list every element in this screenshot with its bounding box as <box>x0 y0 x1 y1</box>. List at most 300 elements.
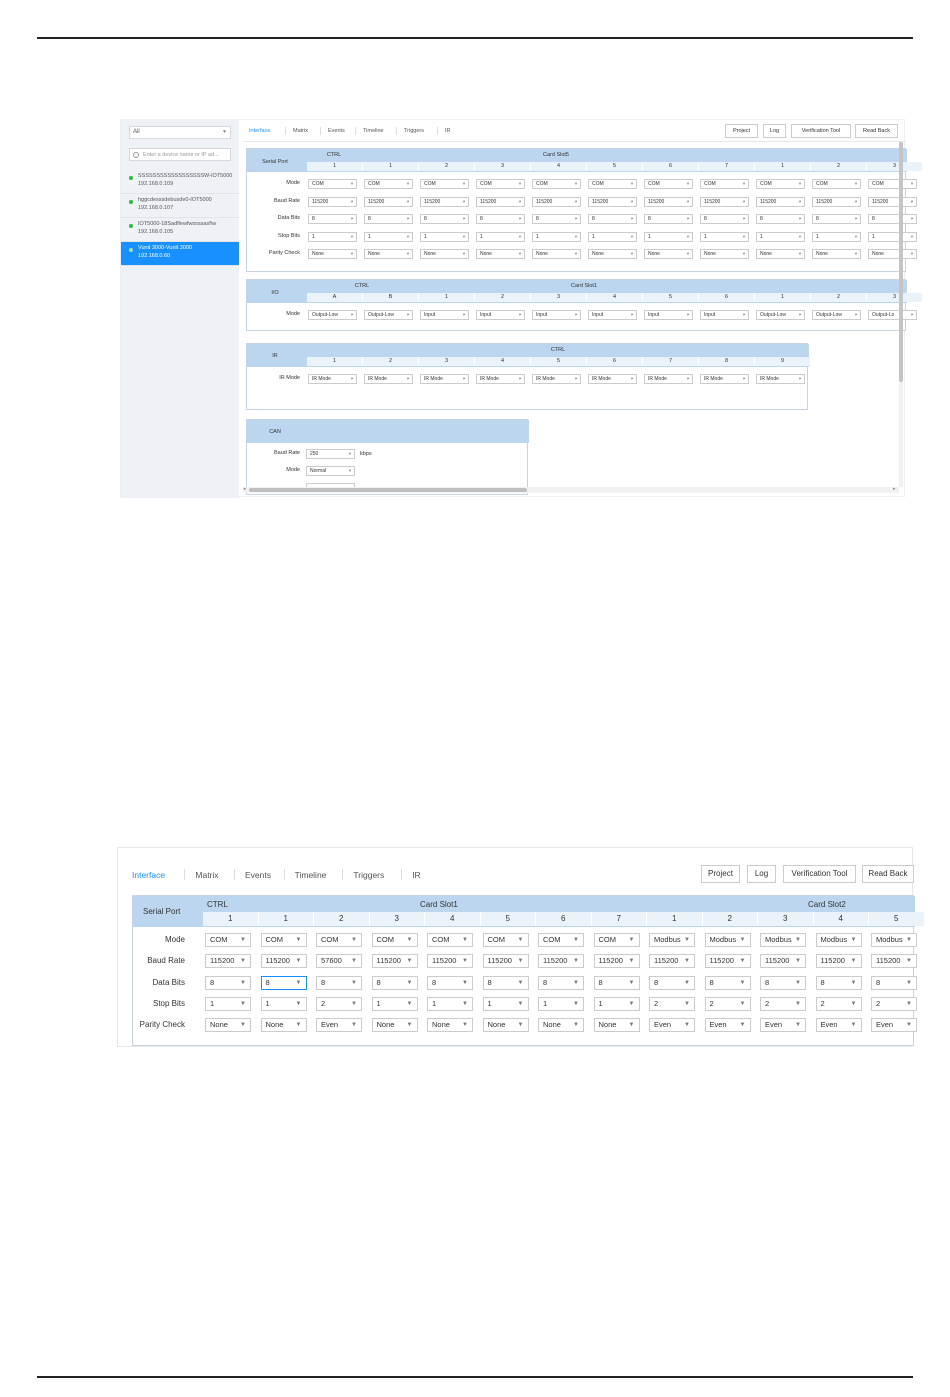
selector-value: IR Mode <box>592 376 611 382</box>
verification-tool-button[interactable]: Verification Tool <box>783 865 856 883</box>
ir-mode-select[interactable] <box>700 374 749 384</box>
chevron-down-icon: ▼ <box>906 979 912 986</box>
ir-mode-select[interactable] <box>476 374 525 384</box>
selector-value: 1 <box>480 233 483 240</box>
vertical-scroll-thumb[interactable] <box>899 142 903 382</box>
mode-select[interactable] <box>364 179 413 189</box>
selector-value: IR Mode <box>480 376 499 382</box>
chevron-down-icon: ▼ <box>462 979 468 986</box>
chevron-down-icon: ▼ <box>630 216 634 221</box>
io-mode-select[interactable] <box>868 310 917 320</box>
device-filter-dropdown[interactable] <box>129 126 231 139</box>
data-bits-select[interactable] <box>871 976 917 990</box>
io-mode-select[interactable] <box>476 310 525 320</box>
chevron-down-icon: ▼ <box>630 251 634 256</box>
port-column-header: 2 <box>419 162 475 171</box>
selector-value: 8 <box>760 216 763 222</box>
selector-value: 1 <box>592 233 595 240</box>
mode-select[interactable] <box>476 179 525 189</box>
chevron-down-icon: ▼ <box>742 376 746 381</box>
selector-value: Modbus <box>654 935 681 944</box>
ctrl-group-label: CTRL <box>207 900 228 909</box>
io-panel <box>246 279 914 331</box>
selector-value: IR Mode <box>760 376 779 382</box>
chevron-down-icon: ▼ <box>906 1000 912 1007</box>
parity-check-select[interactable] <box>812 249 861 259</box>
ctrl-group-label: CTRL <box>326 152 342 158</box>
parity-check-select[interactable] <box>316 1018 362 1032</box>
row-label-mode: Mode <box>286 180 300 186</box>
selector-value: 115200 <box>210 956 235 966</box>
selector-value: COM <box>265 935 283 944</box>
data-bits-select[interactable] <box>644 214 693 224</box>
mode-select[interactable] <box>816 933 862 947</box>
port-column-header: 1 <box>755 162 811 171</box>
selector-value: None <box>543 1020 561 1030</box>
chevron-down-icon: ▼ <box>910 251 914 256</box>
baud-rate-select[interactable] <box>756 197 805 207</box>
baud-rate-select[interactable] <box>476 197 525 207</box>
stop-bits-select[interactable] <box>372 997 418 1011</box>
chevron-down-icon: ▼ <box>742 233 746 239</box>
parity-check-select[interactable] <box>205 1018 251 1032</box>
ir-mode-select[interactable] <box>756 374 805 384</box>
chevron-down-icon: ▼ <box>351 979 357 986</box>
baud-rate-select[interactable] <box>644 197 693 207</box>
chevron-down-icon: ▼ <box>742 198 746 204</box>
selector-value: 1 <box>816 233 819 240</box>
ir-mode-select[interactable] <box>364 374 413 384</box>
baud-rate-select[interactable] <box>420 197 469 207</box>
selector-value: Input <box>592 312 604 318</box>
io-column-header: 3 <box>531 293 587 302</box>
tab-timeline[interactable]: Timeline <box>363 128 384 134</box>
ir-mode-select[interactable] <box>308 374 357 384</box>
mode-select[interactable] <box>871 933 917 947</box>
selector-value: 8 <box>654 977 659 987</box>
selector-value: Output-Low <box>816 312 842 318</box>
stop-bits-select[interactable] <box>532 232 581 242</box>
chevron-down-icon: ▼ <box>406 233 410 239</box>
baud-rate-select[interactable] <box>760 954 806 968</box>
read-back-button[interactable]: Read Back <box>855 124 898 138</box>
data-bits-select[interactable] <box>588 214 637 224</box>
data-bits-select[interactable] <box>205 976 251 990</box>
read-back-button[interactable]: Read Back <box>862 865 914 883</box>
selector-value: 1 <box>312 233 315 240</box>
row-label-data-bits: Data Bits <box>277 215 300 221</box>
parity-check-select[interactable] <box>756 249 805 259</box>
io-mode-select[interactable] <box>812 310 861 320</box>
selector-value: 1 <box>648 233 651 240</box>
ir-mode-select[interactable] <box>532 374 581 384</box>
project-button[interactable]: Project <box>701 865 740 883</box>
chevron-down-icon: ▼ <box>574 198 578 204</box>
mode-select[interactable] <box>760 933 806 947</box>
tab-events[interactable]: Events <box>328 128 345 134</box>
tab-matrix[interactable]: Matrix <box>195 870 219 880</box>
io-mode-select[interactable] <box>700 310 749 320</box>
selector-value: 2 <box>709 998 714 1008</box>
selector-value: COM <box>312 181 324 187</box>
ir-mode-select[interactable] <box>420 374 469 384</box>
mode-select[interactable] <box>372 933 418 947</box>
baud-rate-select[interactable] <box>308 197 357 207</box>
tab-separator <box>437 127 438 135</box>
selector-value: 115200 <box>432 956 457 966</box>
chevron-down-icon: ▼ <box>462 251 466 256</box>
baud-rate-select[interactable] <box>871 954 917 968</box>
stop-bits-select[interactable] <box>588 232 637 242</box>
io-mode-select[interactable] <box>420 310 469 320</box>
device-ip: 192.168.0.105 <box>138 228 174 235</box>
baud-rate-select[interactable] <box>649 954 695 968</box>
parity-check-select[interactable] <box>588 249 637 259</box>
mode-select[interactable] <box>420 179 469 189</box>
selector-value: Input <box>424 312 436 318</box>
parity-check-select[interactable] <box>705 1018 751 1032</box>
stop-bits-select[interactable] <box>705 997 751 1011</box>
device-name: SSSSSSSSSSSSSSSSSSW-IOT5000 <box>138 173 233 179</box>
stop-bits-select[interactable] <box>261 997 307 1011</box>
chevron-down-icon: ▼ <box>739 958 746 965</box>
data-bits-select[interactable] <box>868 214 917 224</box>
baud-rate-select[interactable] <box>705 954 751 968</box>
selector-value: IR Mode <box>312 376 331 382</box>
ir-column-header: 5 <box>531 357 587 366</box>
selector-value: None <box>816 251 828 257</box>
chevron-down-icon: ▼ <box>350 376 354 381</box>
chevron-down-icon: ▼ <box>462 233 466 239</box>
project-button[interactable]: Project <box>725 124 758 138</box>
stop-bits-select[interactable] <box>649 997 695 1011</box>
chevron-down-icon: ▼ <box>742 312 746 317</box>
can-panel <box>246 419 528 495</box>
data-bits-select[interactable] <box>372 976 418 990</box>
chevron-down-icon: ▼ <box>684 958 690 965</box>
stop-bits-select[interactable] <box>871 997 917 1011</box>
selector-value: 8 <box>648 216 651 222</box>
baud-rate-select[interactable] <box>372 954 418 968</box>
chevron-down-icon: ▼ <box>686 181 690 186</box>
device-list-item[interactable] <box>121 194 239 218</box>
chevron-down-icon: ▼ <box>739 1022 746 1029</box>
parity-check-select[interactable] <box>364 249 413 259</box>
baud-rate-select[interactable] <box>816 954 862 968</box>
mode-select[interactable] <box>649 933 695 947</box>
baud-rate-select[interactable] <box>261 954 307 968</box>
baud-rate-select[interactable] <box>588 197 637 207</box>
data-bits-select[interactable] <box>420 214 469 224</box>
selector-value: Output-Low <box>312 312 338 318</box>
baud-rate-select[interactable] <box>812 197 861 207</box>
baud-rate-select[interactable] <box>483 954 529 968</box>
parity-check-select[interactable] <box>649 1018 695 1032</box>
parity-check-select[interactable] <box>700 249 749 259</box>
stop-bits-select[interactable] <box>427 997 473 1011</box>
device-list-item[interactable] <box>121 242 239 266</box>
parity-check-select[interactable] <box>816 1018 862 1032</box>
selector-value: None <box>480 251 492 257</box>
data-bits-select[interactable] <box>364 214 413 224</box>
stop-bits-select[interactable] <box>538 997 584 1011</box>
baud-rate-select[interactable] <box>205 954 251 968</box>
data-bits-select[interactable] <box>427 976 473 990</box>
data-bits-select[interactable] <box>760 976 806 990</box>
port-column-header: 6 <box>536 912 592 926</box>
port-column-header: 1 <box>363 162 419 171</box>
horizontal-scroll-thumb[interactable] <box>249 488 527 492</box>
chevron-down-icon: ▼ <box>518 198 522 204</box>
stop-bits-select[interactable] <box>644 232 693 242</box>
baud-rate-select[interactable] <box>594 954 640 968</box>
baud-rate-select[interactable] <box>538 954 584 968</box>
chevron-down-icon: ▼ <box>798 181 802 186</box>
data-bits-select[interactable] <box>756 214 805 224</box>
tab-triggers[interactable]: Triggers <box>353 870 385 880</box>
selector-value: 115200 <box>376 956 401 966</box>
device-sidebar <box>121 120 239 498</box>
selector-value: 115200 <box>876 956 901 966</box>
serial-port-panel <box>246 148 914 272</box>
tab-triggers[interactable]: Triggers <box>404 128 424 134</box>
mode-select[interactable] <box>538 933 584 947</box>
chevron-down-icon: ▼ <box>240 1000 246 1007</box>
selector-value: COM <box>648 181 660 187</box>
parity-check-select[interactable] <box>594 1018 640 1032</box>
data-bits-select[interactable] <box>261 976 307 990</box>
parity-check-select[interactable] <box>644 249 693 259</box>
selector-value: Modbus <box>709 935 737 944</box>
chevron-down-icon: ▼ <box>462 937 468 943</box>
mode-select[interactable] <box>594 933 640 947</box>
mode-select[interactable] <box>700 179 749 189</box>
selector-value: 8 <box>765 977 770 987</box>
device-search-input[interactable] <box>129 148 231 161</box>
parity-check-select[interactable] <box>871 1018 917 1032</box>
selector-value: None <box>210 1020 228 1030</box>
log-button[interactable]: Log <box>763 124 786 138</box>
stop-bits-select[interactable] <box>420 232 469 242</box>
row-label-baud-rate: Baud Rate <box>274 197 300 204</box>
data-bits-select[interactable] <box>649 976 695 990</box>
ir-mode-select[interactable] <box>588 374 637 384</box>
mode-select[interactable] <box>532 179 581 189</box>
data-bits-select[interactable] <box>538 976 584 990</box>
io-mode-select[interactable] <box>532 310 581 320</box>
parity-check-select[interactable] <box>868 249 917 259</box>
device-list-item[interactable] <box>121 218 239 242</box>
mode-select[interactable] <box>812 179 861 189</box>
baud-rate-select[interactable] <box>364 197 413 207</box>
data-bits-select[interactable] <box>816 976 862 990</box>
mode-select[interactable] <box>644 179 693 189</box>
tab-interface[interactable]: Interface <box>249 128 271 134</box>
scroll-left-icon[interactable]: ◂ <box>243 486 246 492</box>
tab-separator <box>184 869 185 880</box>
ctrl-group-label: CTRL <box>550 347 566 353</box>
selector-value: 8 <box>432 977 437 987</box>
baud-rate-select[interactable] <box>868 197 917 207</box>
ir-title: IR <box>272 353 278 359</box>
tab-timeline[interactable]: Timeline <box>294 870 327 880</box>
chevron-down-icon: ▼ <box>295 979 302 986</box>
io-mode-select[interactable] <box>756 310 805 320</box>
selector-value: Input <box>480 312 492 318</box>
selector-value: None <box>598 1020 617 1030</box>
selector-value: 8 <box>704 216 707 222</box>
port-column-header: 2 <box>703 912 759 926</box>
stop-bits-select[interactable] <box>205 997 251 1011</box>
mode-select[interactable] <box>205 933 251 947</box>
data-bits-select[interactable] <box>705 976 751 990</box>
parity-check-select[interactable] <box>261 1018 307 1032</box>
log-button[interactable]: Log <box>747 865 776 883</box>
selector-value: 115200 <box>760 198 777 205</box>
parity-check-select[interactable] <box>483 1018 529 1032</box>
ir-column-header: 4 <box>475 357 531 366</box>
selector-value: 1 <box>424 233 427 240</box>
chevron-down-icon: ▼ <box>406 198 410 204</box>
parity-check-select[interactable] <box>532 249 581 259</box>
stop-bits-select[interactable] <box>316 997 362 1011</box>
parity-check-select[interactable] <box>308 249 357 259</box>
stop-bits-select[interactable] <box>816 997 862 1011</box>
io-header <box>247 280 907 303</box>
interface-main <box>243 120 914 498</box>
tab-matrix[interactable]: Matrix <box>293 128 308 134</box>
data-bits-select[interactable] <box>594 976 640 990</box>
row-label-mode: Mode <box>286 311 300 317</box>
stop-bits-select[interactable] <box>483 997 529 1011</box>
can-baud-rate-select[interactable] <box>306 449 355 459</box>
data-bits-select[interactable] <box>812 214 861 224</box>
chevron-down-icon: ▼ <box>406 958 413 965</box>
can-mode-select[interactable] <box>306 466 355 476</box>
stop-bits-select[interactable] <box>594 997 640 1011</box>
stop-bits-select[interactable] <box>364 232 413 242</box>
parity-check-select[interactable] <box>372 1018 418 1032</box>
selector-value: None <box>265 1020 284 1030</box>
chevron-down-icon: ▼ <box>348 468 352 473</box>
mode-select[interactable] <box>705 933 751 947</box>
chevron-down-icon: ▼ <box>628 1022 635 1029</box>
io-mode-select[interactable] <box>644 310 693 320</box>
stop-bits-select[interactable] <box>308 232 357 242</box>
selector-value: 1 <box>872 233 875 240</box>
selector-value: 8 <box>210 977 215 987</box>
stop-bits-select[interactable] <box>476 232 525 242</box>
stop-bits-select[interactable] <box>756 232 805 242</box>
scroll-right-icon[interactable]: ▸ <box>893 486 896 492</box>
selector-value: COM <box>480 181 492 187</box>
data-bits-select[interactable] <box>700 214 749 224</box>
chevron-down-icon: ▼ <box>517 958 524 965</box>
selector-value: COM <box>816 181 828 187</box>
data-bits-select[interactable] <box>476 214 525 224</box>
selector-value: 115200 <box>480 198 497 205</box>
chevron-down-icon: ▼ <box>406 376 410 381</box>
chevron-down-icon: ▼ <box>630 198 634 204</box>
mode-select[interactable] <box>588 179 637 189</box>
parity-check-select[interactable] <box>420 249 469 259</box>
chevron-down-icon: ▼ <box>350 233 354 239</box>
card-slot-label: Card Slot1 <box>571 283 597 289</box>
baud-rate-select[interactable] <box>700 197 749 207</box>
selector-value: 115200 <box>709 956 734 966</box>
tab-ir[interactable]: IR <box>412 870 421 880</box>
io-mode-select[interactable] <box>588 310 637 320</box>
parity-check-select[interactable] <box>427 1018 473 1032</box>
selector-value: Even <box>654 1020 672 1030</box>
baud-rate-select[interactable] <box>316 954 362 968</box>
tab-interface[interactable]: Interface <box>132 870 166 880</box>
selector-value: Even <box>709 1020 727 1030</box>
chevron-down-icon: ▼ <box>351 1000 357 1007</box>
selector-value: 1 <box>598 998 603 1008</box>
stop-bits-select[interactable] <box>760 997 806 1011</box>
selector-value: 8 <box>592 216 595 222</box>
mode-select[interactable] <box>316 933 362 947</box>
mode-select[interactable] <box>868 179 917 189</box>
data-bits-select[interactable] <box>483 976 529 990</box>
tab-bar <box>118 848 914 886</box>
parity-check-select[interactable] <box>538 1018 584 1032</box>
stop-bits-select[interactable] <box>812 232 861 242</box>
io-mode-select[interactable] <box>308 310 357 320</box>
data-bits-select[interactable] <box>308 214 357 224</box>
baud-rate-select[interactable] <box>427 954 473 968</box>
mode-select[interactable] <box>261 933 307 947</box>
data-bits-select[interactable] <box>532 214 581 224</box>
verification-tool-button[interactable]: Verification Tool <box>791 124 851 138</box>
io-title: I/O <box>271 290 279 296</box>
ir-mode-select[interactable] <box>644 374 693 384</box>
tab-ir[interactable]: IR <box>445 128 451 134</box>
selector-value: 115200 <box>487 956 512 966</box>
selector-value: None <box>872 251 884 257</box>
online-status-icon <box>129 248 133 252</box>
device-name: hggcdesssdebusde0-IOT5000 <box>138 197 212 203</box>
baud-rate-select[interactable] <box>532 197 581 207</box>
device-list-item[interactable] <box>121 170 239 194</box>
chevron-down-icon: ▼ <box>854 312 858 317</box>
tab-bar <box>243 120 906 142</box>
row-label-stop-bits: Stop Bits <box>152 998 185 1008</box>
selector-value: 8 <box>321 977 326 987</box>
mode-select[interactable] <box>427 933 473 947</box>
parity-check-select[interactable] <box>760 1018 806 1032</box>
chevron-down-icon: ▼ <box>630 181 634 186</box>
selector-value: Modbus <box>765 935 792 944</box>
tab-events[interactable]: Events <box>245 870 271 880</box>
stop-bits-select[interactable] <box>868 232 917 242</box>
selector-value: None <box>424 251 436 257</box>
chevron-down-icon: ▼ <box>798 376 802 381</box>
chevron-down-icon: ▼ <box>798 233 802 239</box>
data-bits-select[interactable] <box>316 976 362 990</box>
chevron-down-icon: ▼ <box>686 216 690 221</box>
mode-select[interactable] <box>483 933 529 947</box>
parity-check-select[interactable] <box>476 249 525 259</box>
mode-select[interactable] <box>756 179 805 189</box>
mode-select[interactable] <box>308 179 357 189</box>
selector-value: 1 <box>210 998 215 1008</box>
selector-value: Modbus <box>820 935 848 944</box>
selector-value: COM <box>760 181 772 187</box>
stop-bits-select[interactable] <box>700 232 749 242</box>
io-mode-select[interactable] <box>364 310 413 320</box>
